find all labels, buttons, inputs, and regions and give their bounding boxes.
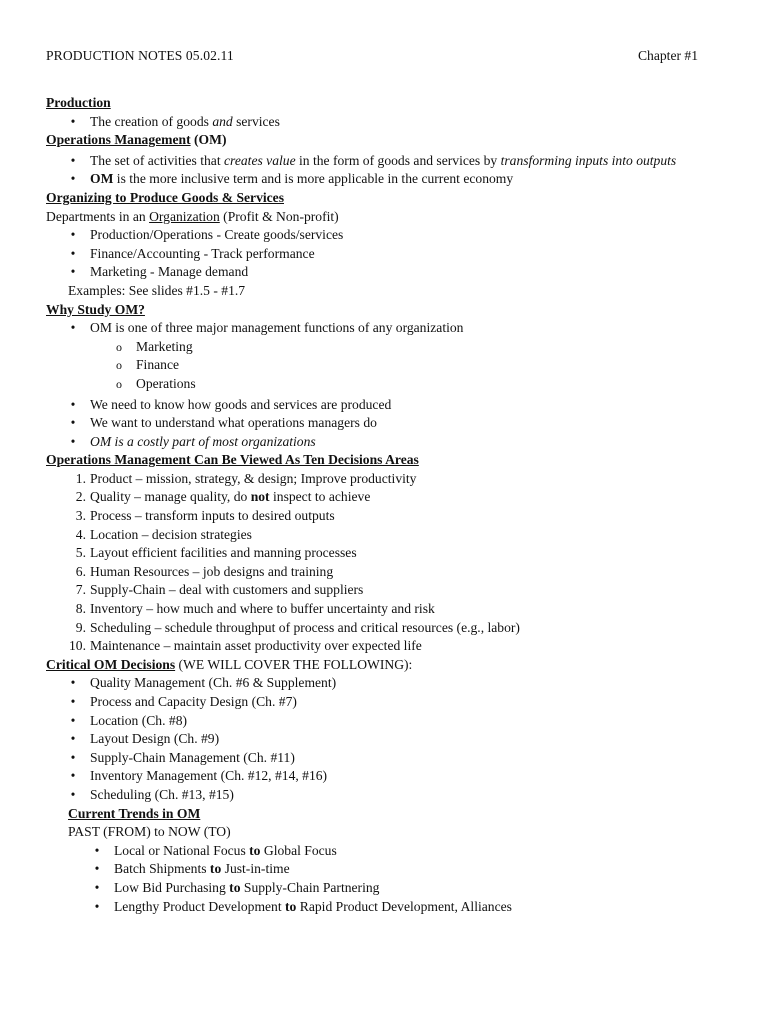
bullet-icon: • [70,152,76,168]
numbered-item: 8. Inventory – how much and where to buffer uncertainty and risk [75,601,435,617]
numbered-item: 10. Maintenance – maintain asset productivity over expected life [69,638,422,654]
bullet-icon: • [70,675,76,691]
sub-list-item: o Finance [46,356,706,375]
bullet-icon: • [70,786,76,802]
section-heading-trends: Current Trends in OM [68,805,201,821]
list-item: • Production/Operations - Create goods/services [46,226,706,245]
numbered-item: 2. Quality – manage quality, do not inspect to achieve [75,489,371,505]
page-header [46,47,698,67]
circle-bullet-icon: o [116,376,122,391]
bullet-icon: • [94,842,100,858]
bullet-icon: • [70,731,76,747]
list-item: • OM is a costly part of most organizations [46,433,706,452]
list-item: • The creation of goods and services [46,113,706,132]
examples-line: Examples: See slides #1.5 - #1.7 [68,282,246,298]
bullet-icon: • [94,898,100,914]
list-item: • Local or National Focus to Global Focus [46,842,706,861]
numbered-item: 3. Process – transform inputs to desired outputs [75,508,335,524]
section-heading-critical: Critical OM Decisions (WE WILL COVER THE FOLLOWING): [46,656,413,672]
bullet-icon: • [70,171,76,187]
header-title: PRODUCTION NOTES 05.02.11 [46,48,234,63]
bullet-icon: • [70,320,76,336]
list-item: • Marketing - Manage demand [46,263,706,282]
section-heading-ten-decisions: Operations Management Can Be Viewed As Ten Decisions Areas [46,452,419,468]
bullet-icon: • [70,768,76,784]
list-item: • Quality Management (Ch. #6 & Supplement) [46,674,706,693]
list-item: • Lengthy Product Development to Rapid Product Development, Alliances [46,898,706,917]
bullet-icon: • [70,264,76,280]
numbered-item: 6. Human Resources – job designs and training [75,563,334,579]
numbered-item: 1. Product – mission, strategy, & design; Improve productivity [75,470,417,486]
section-heading-why: Why Study OM? [46,301,145,317]
section-heading-organizing: Organizing to Produce Goods & Services [46,189,284,205]
bullet-icon: • [94,879,100,895]
list-item: • We need to know how goods and services are produced [46,396,706,415]
list-item: • Layout Design (Ch. #9) [46,730,706,749]
list-item: • Location (Ch. #8) [46,712,706,731]
bullet-icon: • [70,712,76,728]
list-item: • The set of activities that creates value in the form of goods and services by transforming inputs into outputs [46,152,706,171]
numbered-item: 5. Layout efficient facilities and manning processes [75,545,357,561]
bullet-icon: • [70,227,76,243]
list-item: • Process and Capacity Design (Ch. #7) [46,693,706,712]
sub-list-item: o Operations [46,375,706,394]
list-item: • Inventory Management (Ch. #12, #14, #16) [46,767,706,786]
bullet-icon: • [70,433,76,449]
header-chapter: Chapter #1 [637,48,698,63]
departments-line: Departments in an Organization (Profit & Non-profit) [46,208,339,224]
list-item: • Low Bid Purchasing to Supply-Chain Partnering [46,879,706,898]
bullet-icon: • [70,415,76,431]
bullet-icon: • [70,749,76,765]
sub-list-item: o Marketing [46,338,706,357]
section-heading-production: Production [46,95,111,110]
list-item: • Finance/Accounting - Track performance [46,245,706,264]
bullet-icon: • [70,113,76,129]
document-body [46,94,706,916]
numbered-item: 9. Scheduling – schedule throughput of process and critical resources (e.g., labor) [75,619,520,635]
list-item: • Batch Shipments to Just-in-time [46,860,706,879]
numbered-item: 7. Supply-Chain – deal with customers and suppliers [75,582,364,598]
bullet-icon: • [70,694,76,709]
list-item: • OM is one of three major management functions of any organization [46,319,706,338]
list-item: • OM is the more inclusive term and is more applicable in the current economy [46,170,706,189]
bullet-icon: • [70,396,76,412]
section-heading-om: Operations Management (OM) [46,132,227,148]
trends-subheading: PAST (FROM) to NOW (TO) [68,824,231,840]
list-item: • Supply-Chain Management (Ch. #11) [46,749,706,768]
bullet-icon: • [94,861,100,877]
numbered-item: 4. Location – decision strategies [75,526,252,542]
circle-bullet-icon: o [116,358,122,373]
list-item: • Scheduling (Ch. #13, #15) [46,786,706,805]
list-item: • We want to understand what operations managers do [46,414,706,433]
bullet-icon: • [70,245,76,261]
circle-bullet-icon: o [116,339,122,354]
